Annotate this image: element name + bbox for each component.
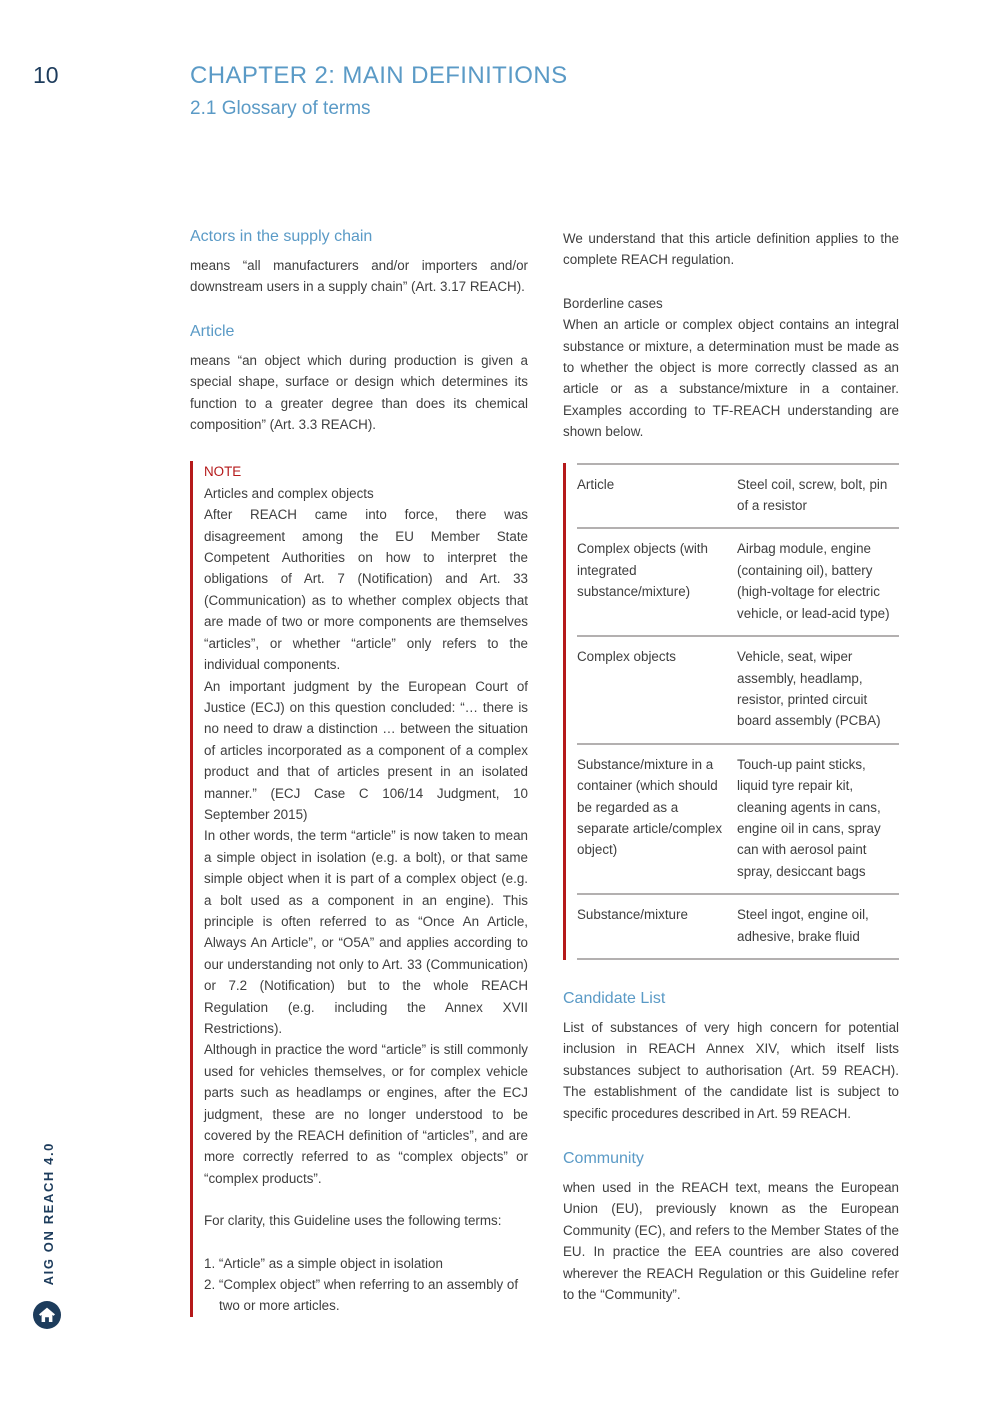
- table-row: [577, 743, 899, 893]
- borderline-cases-section: [563, 293, 899, 443]
- table-examples: Vehicle, seat, wiper assembly, headlamp, resistor, printed circuit board assembly (PCBA): [737, 649, 881, 729]
- table-term: Article: [577, 476, 615, 492]
- entry-body-community: when used in the REACH text, means the European Union (EU), previously known as the European Community (EC), and refers to the Member States of the EU. In practice the EEA countries are also covered wherever the REACH Regulation or this Guideline refer to the “Community”.: [563, 1180, 899, 1303]
- table-term: Complex objects (with integrated substance/mixture): [577, 541, 708, 600]
- home-icon[interactable]: [32, 1300, 62, 1330]
- table-term: Substance/mixture in a container (which should be regarded as a separate article/complex object): [577, 756, 723, 858]
- document-edition-label: AIG ON REACH 4.0: [41, 1141, 56, 1285]
- glossary-entry-article: [190, 323, 528, 436]
- note-list-item: 2. “Complex object” when referring to an assembly of two or more articles.: [204, 1277, 519, 1314]
- table-examples: Steel coil, screw, bolt, pin of a resistor: [737, 476, 888, 514]
- note-paragraph: After REACH came into force, there was disagreement among the EU Member State Competent Authorities on how to interpret the obligations of Art. 7 (Notification) and Art. 33 (Communication) as to whether complex objects that are made of two or more components are themselves “articles”, or whether “article” only refers to the individual components.: [204, 507, 528, 673]
- note-title: Articles and complex objects: [204, 485, 374, 501]
- note-paragraph: An important judgment by the European Court of Justice (ECJ) on this question concluded: “… there is no need to draw a distinction … between the situation of articles incorporated as a component of a complex product and that of articles present in an isolated manner.” (ECJ Case C 106/14 Judgment, 10 September 2015): [204, 678, 528, 822]
- borderline-heading: Borderline cases: [563, 295, 663, 311]
- table-term: Substance/mixture: [577, 907, 688, 923]
- table-row: [577, 635, 899, 743]
- note-for-clarity: For clarity, this Guideline uses the following terms:: [204, 1213, 502, 1229]
- entry-body-article: means “an object which during production is given a special shape, surface or design which determines its function to a greater degree than does its chemical composition” (Art. 3.3 REACH).: [190, 352, 528, 433]
- note-term-list: [204, 1253, 528, 1317]
- entry-body-actors: means “all manufacturers and/or importers and/or downstream users in a supply chain” (Art. 3.17 REACH).: [190, 258, 528, 295]
- glossary-entry-community: [563, 1150, 899, 1305]
- note-paragraph: Although in practice the word “article” is still commonly used for vehicles themselves, or for complex vehicle parts such as headlamps or engines, after the ECJ judgment, these are no longer understood to be covered by the REACH definition of “articles”, and are more correctly referred to as “complex objects” or “complex products”.: [204, 1042, 528, 1186]
- note-list-item: 1. “Article” as a simple object in isolation: [204, 1255, 443, 1271]
- entry-heading-article: Article: [190, 322, 235, 340]
- chapter-title: CHAPTER 2: MAIN DEFINITIONS: [190, 62, 568, 89]
- page-number: 10: [33, 62, 59, 88]
- entry-body-candidate-list: List of substances of very high concern for potential inclusion in REACH Annex XIV, which itself lists substances subject to authorisation (Art. 59 REACH). The establishment of the candidate list is subject to specific procedures described in Art. 59 REACH.: [563, 1019, 899, 1121]
- table-row: [577, 893, 899, 958]
- borderline-body: When an article or complex object contains an integral substance or mixture, a determination must be made as to whether the object is more correctly classed as an article or as a substance/mixture in a container. Examples according to TF-REACH understanding are shown below.: [563, 317, 899, 440]
- chapter-header: [190, 62, 890, 120]
- note-paragraph: In other words, the term “article” is now taken to mean a simple object in isolation (e.g. a bolt), or that same simple object when it is part of a complex object (e.g. a bolt used as a component in an engine). This principle is often referred to as “Once An Article, Always An Article”, or “O5A” and applies according to our understanding not only to Art. 33 (Communication) or 7.2 (Notification) but to the whole REACH Regulation (e.g. including the Annex XVII Restrictions).: [204, 828, 528, 1036]
- note-label: NOTE: [204, 464, 242, 480]
- note-block: [190, 461, 528, 1316]
- glossary-entry-candidate-list: [563, 990, 899, 1124]
- section-title: 2.1 Glossary of terms: [190, 98, 371, 119]
- entry-heading-actors: Actors in the supply chain: [190, 228, 373, 245]
- entry-heading-community: Community: [563, 1150, 644, 1167]
- examples-table: [563, 463, 899, 960]
- table-examples: Airbag module, engine (containing oil), battery (high-voltage for electric vehicle, or lead-acid type): [737, 541, 890, 621]
- table-bottom-rule: [577, 958, 899, 960]
- table-row: [577, 527, 899, 635]
- table-term: Complex objects: [577, 649, 676, 665]
- table-examples: Steel ingot, engine oil, adhesive, brake fluid: [737, 907, 869, 944]
- article-definition-note: We understand that this article definition applies to the complete REACH regulation.: [563, 231, 899, 268]
- entry-heading-candidate-list: Candidate List: [563, 989, 666, 1007]
- table-row: [577, 463, 899, 528]
- glossary-entry-actors: [190, 228, 528, 298]
- right-column: [563, 228, 899, 1305]
- left-column: [190, 228, 528, 1317]
- table-examples: Touch-up paint sticks, liquid tyre repair kit, cleaning agents in cans, engine oil in cans, spray can with aerosol paint spray, desiccant bags: [737, 756, 881, 879]
